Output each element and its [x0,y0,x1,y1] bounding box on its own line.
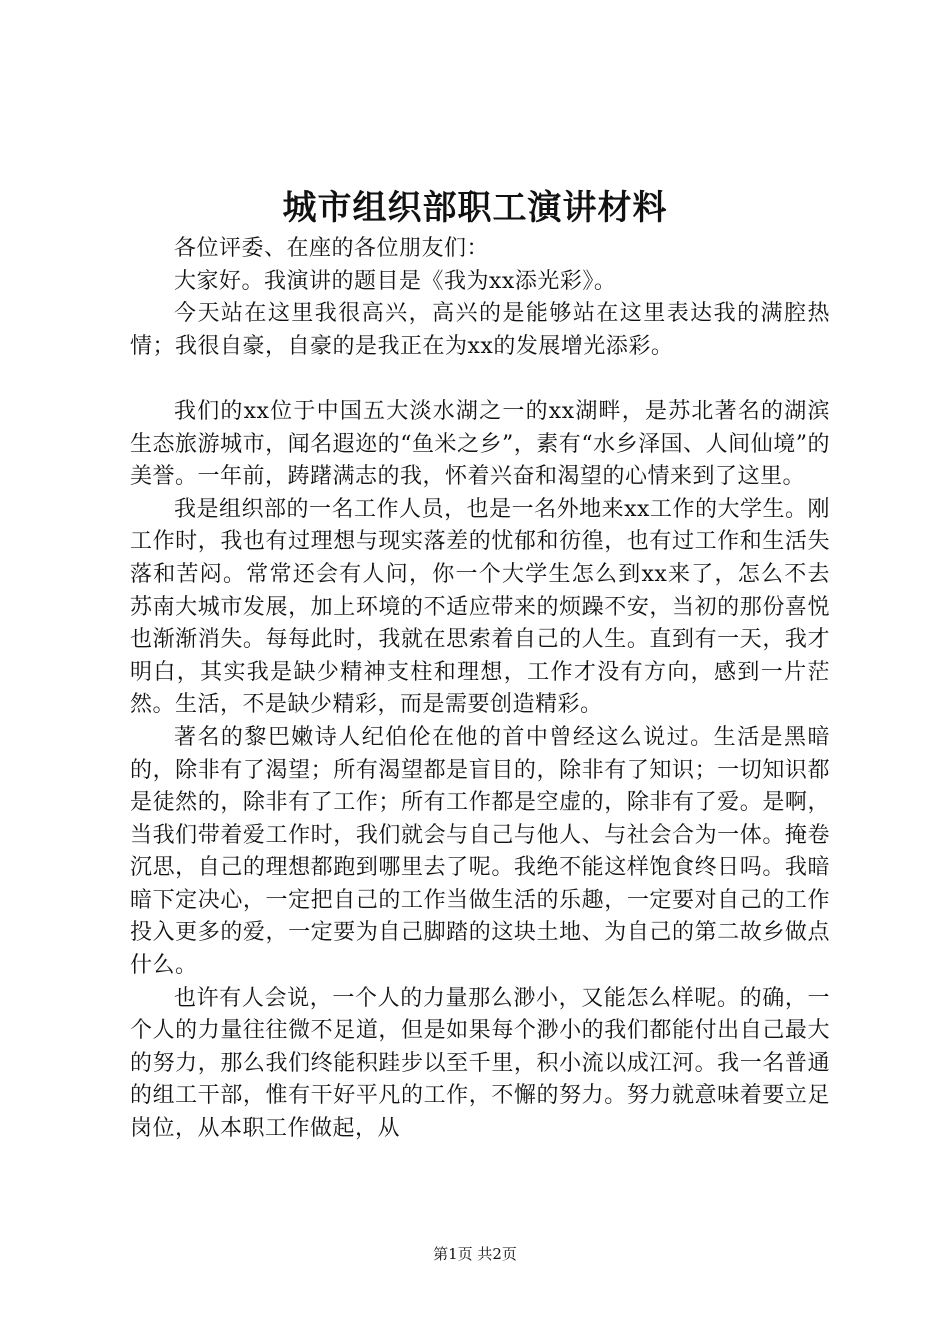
document-title: 城市组织部职工演讲材料 [282,188,668,228]
blank-line [130,363,830,396]
city-paragraph: 我们的xx位于中国五大淡水湖之一的xx湖畔，是苏北著名的湖滨生态旅游城市，闻名遐迩的“鱼米之乡”，素有“水乡泽国、人间仙境”的美誉。一年前，踌躇满志的我，怀着兴奋和渴望的心情来到了这里。 [130,398,830,490]
page-footer: 第1页 共2页 [433,1245,517,1263]
greeting-paragraph: 大家好。我演讲的题目是《我为xx添光彩》。 [174,268,617,294]
document-body [130,233,830,1146]
intro-paragraph: 今天站在这里我很高兴，高兴的是能够站在这里表达我的满腔热情；我很自豪，自豪的是我正在为xx的发展增光添彩。 [130,301,830,359]
personal-paragraph: 我是组织部的一名工作人员，也是一名外地来xx工作的大学生。刚工作时，我也有过理想与现实落差的忧郁和彷徨，也有过工作和生活失落和苦闷。常常还会有人问，你一个大学生怎么到xx来了，怎么不去苏南大城市发展，加上环境的不适应带来的烦躁不安，当初的那份喜悦也渐渐消失。每每此时，我就在思索着自己的人生。直到有一天，我才明白，其实我是缺少精神支柱和理想，工作才没有方向，感到一片茫然。生活，不是缺少精彩，而是需要创造精彩。 [130,496,830,718]
effort-paragraph: 也许有人会说，一个人的力量那么渺小，又能怎么样呢。的确，一个人的力量往往微不足道，但是如果每个渺小的我们都能付出自己最大的努力，那么我们终能积跬步以至千里，积小流以成江河。我一名普通的组工干部，惟有干好平凡的工作，不懈的努力。努力就意味着要立足岗位，从本职工作做起，从 [130,985,830,1142]
salutation-paragraph: 各位评委、在座的各位朋友们： [174,236,490,261]
quote-paragraph: 著名的黎巴嫩诗人纪伯伦在他的首中曾经这么说过。生活是黑暗的，除非有了渴望；所有渴望都是盲目的，除非有了知识；一切知识都是徒然的，除非有了工作；所有工作都是空虚的，除非有了爱。是啊，当我们带着爱工作时，我们就会与自己与他人、与社会合为一体。掩卷沉思，自己的理想都跑到哪里去了呢。我绝不能这样饱食终日吗。我暗暗下定决心，一定把自己的工作当做生活的乐趣，一定要对自己的工作投入更多的爱，一定要为自己脚踏的这块土地、为自己的第二故乡做点什么。 [130,724,830,979]
